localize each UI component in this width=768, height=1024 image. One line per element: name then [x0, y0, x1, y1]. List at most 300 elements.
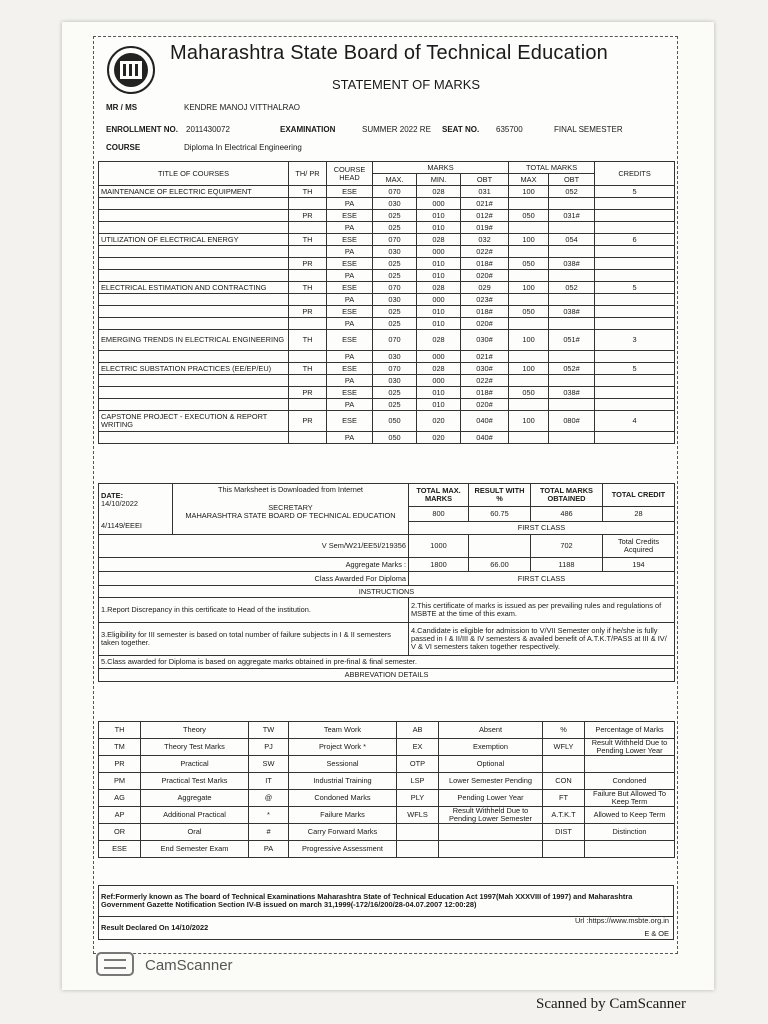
total-obt-label: TOTAL MARKS OBTAINED: [531, 484, 603, 507]
marks-cell: 6: [595, 234, 675, 246]
marks-cell: 5: [595, 282, 675, 294]
abbreviation-meaning: Distinction: [585, 824, 675, 841]
marks-cell: 052: [549, 186, 595, 198]
marks-cell: 038#: [549, 306, 595, 318]
marks-cell: 021#: [461, 198, 509, 210]
marks-row: [99, 306, 675, 318]
marks-cell: 100: [509, 330, 549, 351]
instruction-5: 5.Class awarded for Diploma is based on aggregate marks obtained in pre-final & final semester.: [99, 656, 675, 669]
marks-row: [99, 258, 675, 270]
secretary: SECRETARY: [268, 502, 313, 512]
abbreviation-code: PR: [99, 756, 141, 773]
marks-cell: 012#: [461, 210, 509, 222]
marks-cell: 018#: [461, 387, 509, 399]
abbreviation-meaning: Condoned Marks: [289, 790, 397, 807]
marks-cell: PA: [327, 351, 373, 363]
marks-cell: [549, 399, 595, 411]
course-title-cell: [99, 318, 289, 330]
abbreviation-code: OR: [99, 824, 141, 841]
marks-cell: 031#: [549, 210, 595, 222]
marks-cell: [549, 375, 595, 387]
footer-bottom: [99, 917, 674, 940]
abbreviation-code: *: [249, 807, 289, 824]
marks-cell: 020: [417, 411, 461, 432]
marks-cell: [595, 198, 675, 210]
marks-cell: ESE: [327, 282, 373, 294]
course-title-cell: [99, 294, 289, 306]
course-title-cell: ELECTRIC SUBSTATION PRACTICES (EE/EP/EU): [99, 363, 289, 375]
course-title-cell: [99, 246, 289, 258]
marks-cell: PA: [327, 246, 373, 258]
abbreviation-meaning: Lower Semester Pending: [439, 773, 543, 790]
name-label: MR / MS: [106, 103, 138, 112]
marks-cell: 054: [549, 234, 595, 246]
marks-cell: ESE: [327, 411, 373, 432]
marks-cell: 070: [373, 282, 417, 294]
semester: FINAL SEMESTER: [554, 125, 623, 134]
abbreviation-code: #: [249, 824, 289, 841]
marks-cell: 040#: [461, 432, 509, 444]
ref-code: 4/1149/EEEI: [101, 520, 142, 530]
course-title-cell: EMERGING TRENDS IN ELECTRICAL ENGINEERING: [99, 330, 289, 351]
course-title-cell: [99, 351, 289, 363]
marks-row: [99, 282, 675, 294]
marks-cell: 010: [417, 210, 461, 222]
marks-cell: [595, 294, 675, 306]
marks-cell: 030: [373, 375, 417, 387]
abbreviation-code: PJ: [249, 739, 289, 756]
instruction-2: 2.This certificate of marks is issued as per prevailing rules and regulations of MSBTE at the time of this exam.: [409, 598, 675, 623]
marks-cell: [595, 432, 675, 444]
course-title-cell: [99, 375, 289, 387]
marks-cell: [549, 222, 595, 234]
marks-cell: ESE: [327, 210, 373, 222]
marks-cell: [289, 351, 327, 363]
credits-acq-label: Total Credits Acquired: [603, 535, 675, 558]
abbreviation-meaning: Industrial Training: [289, 773, 397, 790]
abbreviation-meaning: Progressive Assessment: [289, 841, 397, 858]
marks-cell: 030#: [461, 363, 509, 375]
abbreviation-meaning: Optional: [439, 756, 543, 773]
prev-max: 1000: [409, 535, 469, 558]
marks-cell: 040#: [461, 411, 509, 432]
abbreviation-code: AG: [99, 790, 141, 807]
abbreviation-body: [99, 722, 675, 858]
marks-cell: [289, 222, 327, 234]
marks-cell: [289, 432, 327, 444]
marks-cell: PA: [327, 198, 373, 210]
marks-cell: [509, 351, 549, 363]
abbreviation-code: TW: [249, 722, 289, 739]
course-title-cell: MAINTENANCE OF ELECTRIC EQUIPMENT: [99, 186, 289, 198]
abbreviation-meaning: Result Withheld Due to Pending Lower Year: [585, 739, 675, 756]
marks-cell: 028: [417, 282, 461, 294]
marks-cell: 022#: [461, 375, 509, 387]
agg-obt: 1188: [531, 558, 603, 572]
marks-cell: 100: [509, 186, 549, 198]
marks-cell: 010: [417, 399, 461, 411]
marks-cell: [509, 270, 549, 282]
course-title-cell: [99, 399, 289, 411]
marks-cell: 025: [373, 318, 417, 330]
statement-title: STATEMENT OF MARKS: [332, 77, 481, 92]
abbreviation-row: [99, 773, 675, 790]
marks-cell: 025: [373, 387, 417, 399]
marks-cell: TH: [289, 282, 327, 294]
msbte-url: Url :https://www.msbte.org.in: [574, 916, 669, 925]
marks-cell: 019#: [461, 222, 509, 234]
marks-cell: 051#: [549, 330, 595, 351]
abbreviation-meaning: Practical Test Marks: [141, 773, 249, 790]
total-max: 800: [409, 507, 469, 522]
course-label: COURSE: [106, 143, 141, 152]
enrollment-no: 2011430072: [186, 125, 230, 134]
date-value: 14/10/2022: [101, 498, 138, 508]
marks-cell: 010: [417, 318, 461, 330]
marks-row: [99, 222, 675, 234]
marks-cell: 010: [417, 387, 461, 399]
abbreviation-row: [99, 722, 675, 739]
marks-cell: 070: [373, 330, 417, 351]
marks-cell: 028: [417, 186, 461, 198]
abbreviation-code: A.T.K.T: [543, 807, 585, 824]
result-pct: 60.75: [469, 507, 531, 522]
marks-cell: ESE: [327, 330, 373, 351]
col-course-head: COURSE HEAD: [327, 162, 373, 186]
course-title-cell: ELECTRICAL ESTIMATION AND CONTRACTING: [99, 282, 289, 294]
marks-cell: TH: [289, 186, 327, 198]
marks-cell: 052: [549, 282, 595, 294]
marks-cell: 025: [373, 210, 417, 222]
marks-cell: 080#: [549, 411, 595, 432]
marks-cell: [595, 351, 675, 363]
abbreviation-meaning: Absent: [439, 722, 543, 739]
marks-cell: 028: [417, 330, 461, 351]
abbreviation-meaning: Project Work *: [289, 739, 397, 756]
marks-cell: [595, 270, 675, 282]
marks-cell: [595, 399, 675, 411]
marks-cell: TH: [289, 234, 327, 246]
total-credit: 28: [603, 507, 675, 522]
board-caps: MAHARASHTRA STATE BOARD OF TECHNICAL EDUCATION: [185, 510, 396, 520]
marks-cell: 020#: [461, 399, 509, 411]
marks-cell: 025: [373, 306, 417, 318]
instruction-3: 3.Eligibility for III semester is based on total number of failure subjects in I & II semesters taken together.: [99, 623, 409, 656]
abbreviation-code: TH: [99, 722, 141, 739]
marks-cell: 050: [373, 432, 417, 444]
marks-cell: PR: [289, 387, 327, 399]
marks-cell: [595, 222, 675, 234]
marks-cell: 050: [509, 306, 549, 318]
col-title: TITLE OF COURSES: [99, 162, 289, 186]
marks-cell: [595, 318, 675, 330]
marks-cell: 030: [373, 246, 417, 258]
marks-cell: 030: [373, 198, 417, 210]
student-name: KENDRE MANOJ VITTHALRAO: [184, 103, 301, 112]
marks-cell: 022#: [461, 246, 509, 258]
abbreviation-code: AP: [99, 807, 141, 824]
ref-note: Ref:Formerly known as The board of Technical Examinations Maharashtra State of Technical Education Act 1997(Mah XXXVIII of 1997) and Maharashtra Government Gazette Notification Section IV-B issued on march 31,1999(-172/16/200/28-04.07.2007 12:00:28): [99, 886, 674, 917]
camscanner-logo-icon: [96, 952, 134, 976]
marks-cell: 052#: [549, 363, 595, 375]
marks-cell: 100: [509, 234, 549, 246]
marks-cell: [549, 270, 595, 282]
marks-cell: [509, 399, 549, 411]
marks-cell: 3: [595, 330, 675, 351]
marks-cell: [549, 432, 595, 444]
abbreviation-meaning: Exemption: [439, 739, 543, 756]
abbreviation-code: [397, 824, 439, 841]
first-class: FIRST CLASS: [409, 522, 675, 535]
abbreviation-meaning: [439, 841, 543, 858]
footer-table: [98, 885, 674, 940]
marks-cell: 010: [417, 306, 461, 318]
abbreviation-code: OTP: [397, 756, 439, 773]
abbreviation-meaning: Carry Forward Marks: [289, 824, 397, 841]
abbreviation-code: [543, 756, 585, 773]
abbreviation-code: EX: [397, 739, 439, 756]
col-max: MAX.: [373, 174, 417, 186]
marks-cell: [509, 318, 549, 330]
instructions-title: INSTRUCTIONS: [99, 586, 675, 598]
marks-cell: 020: [417, 432, 461, 444]
course-title-cell: UTILIZATION OF ELECTRICAL ENERGY: [99, 234, 289, 246]
marks-row: [99, 198, 675, 210]
exam-name: SUMMER 2022 RE: [362, 125, 431, 134]
course-title-cell: [99, 210, 289, 222]
marks-row: [99, 270, 675, 282]
instruction-1: 1.Report Discrepancy in this certificate to Head of the institution.: [99, 598, 409, 623]
abbreviation-meaning: Theory Test Marks: [141, 739, 249, 756]
total-credit-label: TOTAL CREDIT: [603, 484, 675, 507]
marks-cell: 000: [417, 375, 461, 387]
date-block: [99, 484, 173, 535]
abbreviation-meaning: [585, 841, 675, 858]
marks-body: [99, 186, 675, 444]
marks-cell: 025: [373, 399, 417, 411]
marks-row: [99, 234, 675, 246]
class-value: FIRST CLASS: [409, 572, 675, 586]
marks-cell: [595, 210, 675, 222]
marks-cell: 031: [461, 186, 509, 198]
abbreviation-code: WFLY: [543, 739, 585, 756]
marks-cell: [549, 351, 595, 363]
marks-cell: 025: [373, 222, 417, 234]
marks-cell: 5: [595, 186, 675, 198]
marks-cell: [509, 375, 549, 387]
abbreviation-meaning: Team Work: [289, 722, 397, 739]
marksheet-header: [94, 37, 679, 152]
marks-cell: 032: [461, 234, 509, 246]
course-title-cell: CAPSTONE PROJECT - EXECUTION & REPORT WRITING: [99, 411, 289, 432]
marks-cell: [595, 375, 675, 387]
marks-cell: 070: [373, 234, 417, 246]
marks-cell: ESE: [327, 258, 373, 270]
marks-cell: 030#: [461, 330, 509, 351]
abbreviation-code: LSP: [397, 773, 439, 790]
marks-cell: PA: [327, 432, 373, 444]
marks-row: [99, 363, 675, 375]
summary-table: [98, 483, 675, 682]
abbreviation-meaning: Failure Marks: [289, 807, 397, 824]
marks-cell: TH: [289, 330, 327, 351]
marks-cell: [289, 318, 327, 330]
marks-cell: PR: [289, 210, 327, 222]
prev-obt: 702: [531, 535, 603, 558]
marks-cell: 020#: [461, 270, 509, 282]
marks-cell: 000: [417, 294, 461, 306]
marks-cell: [289, 198, 327, 210]
marks-cell: [549, 294, 595, 306]
marks-cell: ESE: [327, 387, 373, 399]
marks-cell: 070: [373, 186, 417, 198]
marks-cell: PA: [327, 270, 373, 282]
marks-cell: 038#: [549, 387, 595, 399]
seat-label: SEAT NO.: [442, 125, 480, 134]
marks-cell: 029: [461, 282, 509, 294]
col-credits: CREDITS: [595, 162, 675, 186]
course-title-cell: [99, 306, 289, 318]
marks-cell: 050: [509, 387, 549, 399]
col-obt: OBT: [461, 174, 509, 186]
camscanner-text: CamScanner: [145, 957, 233, 974]
marks-cell: [289, 294, 327, 306]
marks-cell: 030: [373, 351, 417, 363]
marks-cell: 038#: [549, 258, 595, 270]
marks-cell: [595, 387, 675, 399]
marks-cell: 050: [509, 258, 549, 270]
marks-row: [99, 387, 675, 399]
col-marks: MARKS: [373, 162, 509, 174]
enrollment-label: ENROLLMENT NO.: [106, 125, 178, 134]
marks-row: [99, 186, 675, 198]
marks-cell: 000: [417, 351, 461, 363]
abbreviation-title: ABBREVATION DETAILS: [99, 669, 675, 682]
abbreviation-code: PA: [249, 841, 289, 858]
abbreviation-code: DIST: [543, 824, 585, 841]
abbreviation-code: WFLS: [397, 807, 439, 824]
abbreviation-meaning: Theory: [141, 722, 249, 739]
marks-row: [99, 375, 675, 387]
result-label: RESULT WITH %: [469, 484, 531, 507]
abbreviation-meaning: Sessional: [289, 756, 397, 773]
marks-row: [99, 330, 675, 351]
abbreviation-code: SW: [249, 756, 289, 773]
marks-cell: [509, 222, 549, 234]
course-title-cell: [99, 198, 289, 210]
abbreviation-code: CON: [543, 773, 585, 790]
total-obt: 486: [531, 507, 603, 522]
abbreviation-meaning: Result Withheld Due to Pending Lower Semester: [439, 807, 543, 824]
marks-cell: [549, 246, 595, 258]
abbreviation-code: AB: [397, 722, 439, 739]
abbreviation-code: PM: [99, 773, 141, 790]
abbreviation-code: PLY: [397, 790, 439, 807]
marks-cell: ESE: [327, 234, 373, 246]
abbreviation-meaning: Failure But Allowed To Keep Term: [585, 790, 675, 807]
marks-cell: PA: [327, 222, 373, 234]
marks-cell: 5: [595, 363, 675, 375]
marks-cell: 050: [373, 411, 417, 432]
abbreviation-code: TM: [99, 739, 141, 756]
marks-cell: 028: [417, 234, 461, 246]
marks-cell: [289, 375, 327, 387]
abbreviation-meaning: Additional Practical: [141, 807, 249, 824]
marks-row: [99, 432, 675, 444]
marks-cell: [595, 306, 675, 318]
marks-cell: 010: [417, 270, 461, 282]
marks-cell: [509, 294, 549, 306]
abbreviation-row: [99, 790, 675, 807]
prev-sem-label: V Sem/W21/EE5I/219356: [99, 535, 409, 558]
board-name: Maharashtra State Board of Technical Education: [170, 42, 608, 64]
total-max-label: TOTAL MAX. MARKS: [409, 484, 469, 507]
course-title-cell: [99, 387, 289, 399]
marks-cell: ESE: [327, 306, 373, 318]
marks-cell: [509, 246, 549, 258]
abbreviation-row: [99, 739, 675, 756]
abbreviation-meaning: Aggregate: [141, 790, 249, 807]
abbreviation-meaning: Percentage of Marks: [585, 722, 675, 739]
marks-cell: [509, 198, 549, 210]
abbreviation-code: IT: [249, 773, 289, 790]
abbreviation-code: FT: [543, 790, 585, 807]
marks-cell: [595, 258, 675, 270]
marks-cell: [509, 432, 549, 444]
marks-row: [99, 210, 675, 222]
marks-cell: 025: [373, 270, 417, 282]
marks-cell: ESE: [327, 186, 373, 198]
marks-cell: 018#: [461, 258, 509, 270]
col-total-obt: OBT: [549, 174, 595, 186]
marks-cell: 018#: [461, 306, 509, 318]
marks-cell: 100: [509, 282, 549, 294]
course-title-cell: [99, 222, 289, 234]
marks-cell: [289, 399, 327, 411]
abbreviation-meaning: End Semester Exam: [141, 841, 249, 858]
marks-cell: ESE: [327, 363, 373, 375]
marks-cell: 000: [417, 246, 461, 258]
marks-row: [99, 294, 675, 306]
marks-row: [99, 246, 675, 258]
downloaded-note: This Marksheet is Downloaded from Internet: [217, 485, 363, 494]
aggregate-label: Aggregate Marks :: [99, 558, 409, 572]
abbreviation-meaning: Practical: [141, 756, 249, 773]
marks-cell: PR: [289, 306, 327, 318]
marks-cell: 100: [509, 411, 549, 432]
marks-cell: [549, 198, 595, 210]
marks-table: [98, 161, 675, 444]
result-declared: Result Declared On 14/10/2022: [101, 923, 209, 933]
course-title-cell: [99, 270, 289, 282]
marks-cell: 070: [373, 363, 417, 375]
seat-no: 635700: [496, 125, 523, 134]
marks-cell: [289, 246, 327, 258]
marksheet: [93, 36, 678, 954]
marks-cell: 025: [373, 258, 417, 270]
marks-cell: 023#: [461, 294, 509, 306]
abbreviation-table: [98, 721, 675, 858]
col-min: MIN.: [417, 174, 461, 186]
abbreviation-meaning: Allowed to Keep Term: [585, 807, 675, 824]
col-thpr: TH/ PR: [289, 162, 327, 186]
course-name: Diploma In Electrical Engineering: [184, 143, 302, 152]
marks-cell: PA: [327, 318, 373, 330]
marks-cell: 4: [595, 411, 675, 432]
marks-cell: [595, 246, 675, 258]
marks-cell: 100: [509, 363, 549, 375]
date-label: DATE:: [101, 491, 124, 500]
